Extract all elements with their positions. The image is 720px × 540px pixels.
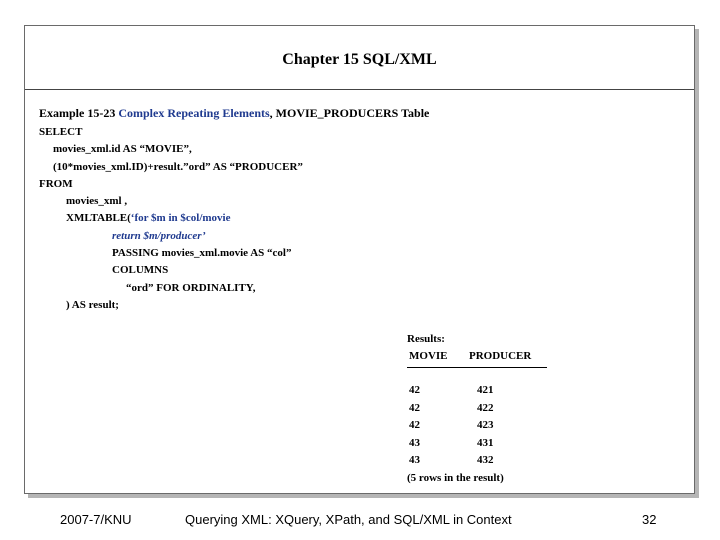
code-line: COLUMNS (112, 264, 169, 277)
table-row (407, 435, 547, 453)
code-line: return $m/producer’ (112, 229, 206, 242)
slide-frame (24, 25, 695, 494)
column-header-producer: PRODUCER (469, 350, 532, 362)
sql-code-block (39, 124, 303, 314)
example-heading (39, 106, 429, 121)
page-number: 32 (642, 512, 657, 527)
example-name: Complex Repeating Elements (118, 106, 270, 120)
footer-title: Querying XML: XQuery, XPath, and SQL/XML in Context (185, 512, 512, 527)
producer-cell: 431 (477, 436, 494, 449)
table-row (407, 417, 547, 435)
producer-cell: 432 (477, 454, 494, 466)
table-row (407, 382, 547, 400)
results-footer: (5 rows in the result) (407, 471, 504, 484)
movie-cell: 42 (409, 384, 420, 396)
producer-cell: 422 (477, 401, 494, 414)
example-label: Example 15-23 (39, 106, 116, 120)
code-line (39, 210, 303, 227)
movie-cell: 43 (409, 454, 420, 466)
results-title: Results: (407, 333, 445, 345)
code-line: “ord” FOR ORDINALITY, (126, 281, 256, 294)
code-line: SELECT (39, 126, 83, 138)
slide-title: Chapter 15 SQL/XML (282, 51, 437, 68)
movie-cell: 43 (409, 436, 420, 449)
code-xquery: ‘for $m in $col/movie (130, 212, 231, 225)
movie-cell: 42 (409, 401, 420, 414)
code-line: (10*movies_xml.ID)+result.”ord” AS “PRODUCER” (53, 160, 303, 173)
code-line: PASSING movies_xml.movie AS “col” (112, 247, 292, 260)
code-line: movies_xml , (66, 195, 128, 208)
movie-cell: 42 (409, 419, 420, 431)
code-line: ) AS result; (66, 298, 119, 311)
table-row (407, 452, 547, 470)
footer-date: 2007-7/KNU (60, 512, 132, 527)
code-line: FROM (39, 177, 73, 190)
column-header-movie: MOVIE (409, 350, 448, 362)
code-line: movies_xml.id AS “MOVIE”, (53, 143, 192, 156)
producer-cell: 421 (477, 384, 494, 396)
results-block (407, 331, 547, 487)
example-suffix: , MOVIE_PRODUCERS Table (269, 106, 430, 120)
title-divider (25, 89, 694, 90)
results-header (407, 348, 547, 365)
code-xmltable: XMLTABLE( (66, 212, 131, 225)
producer-cell: 423 (477, 419, 494, 431)
table-row (407, 400, 547, 418)
results-divider (407, 367, 547, 368)
